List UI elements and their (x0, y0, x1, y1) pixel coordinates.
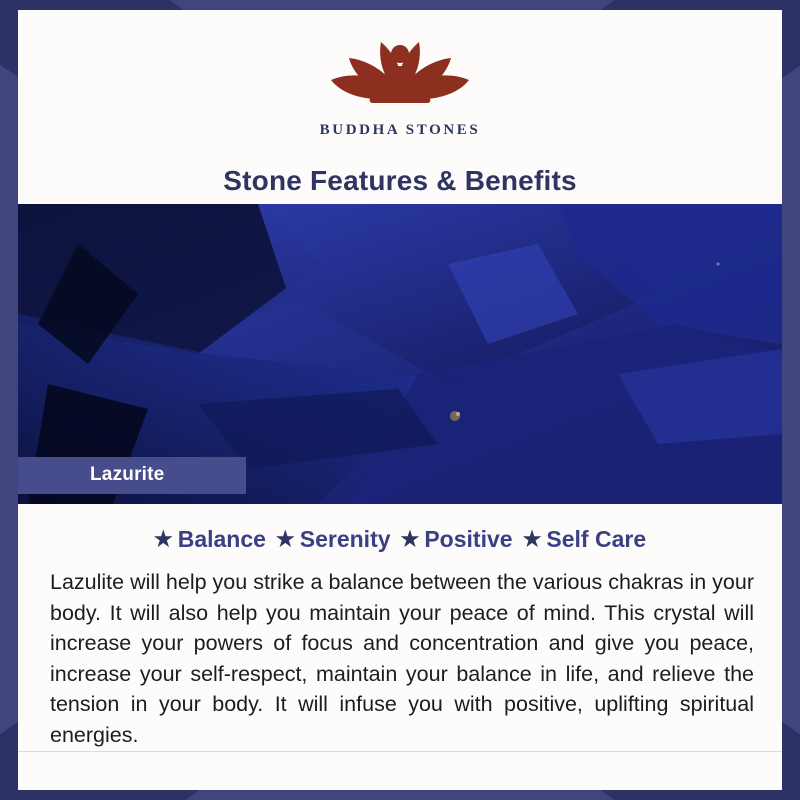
benefits-list (18, 504, 782, 563)
page-title: Stone Features & Benefits (223, 165, 577, 196)
benefit-label: Positive (424, 526, 513, 552)
stone-photo (18, 204, 782, 504)
description-text: Lazulite will help you strike a balance between the various chakras in your body. It will also help you maintain your peace of mind. This crystal will increase your powers of focus and concentration and give you peace, increase your self-respect, maintain your balance in life, and relieve the tension in your body. It will infuse you with positive, uplifting spiritual energies. (50, 570, 754, 747)
benefit-label: Self Care (546, 526, 647, 552)
star-icon: ★ (400, 528, 420, 551)
brand-name: BUDDHA STONES (319, 122, 481, 138)
benefit-item (276, 526, 391, 553)
star-icon: ★ (275, 528, 295, 551)
benefit-label: Balance (177, 526, 266, 552)
stone-name-label: Lazurite (18, 457, 246, 494)
brand-header (18, 10, 782, 158)
star-icon: ★ (153, 528, 173, 551)
title-left-notch (18, 150, 62, 204)
lotus-meditation-figure-icon (315, 28, 485, 120)
content-card (18, 10, 782, 790)
bottom-divider (18, 751, 782, 752)
title-right-notch (738, 150, 782, 204)
benefit-item (401, 526, 513, 553)
title-section (18, 158, 782, 204)
benefit-item (154, 526, 266, 553)
star-icon: ★ (522, 528, 542, 551)
benefit-label: Serenity (299, 526, 391, 552)
benefit-item (523, 526, 647, 553)
